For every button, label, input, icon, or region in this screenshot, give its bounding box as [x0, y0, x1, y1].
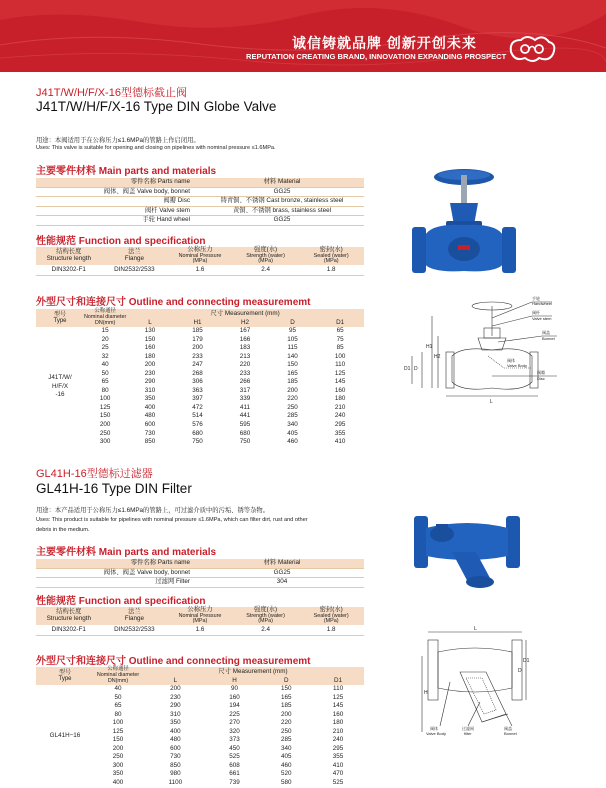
- cell: 285: [281, 736, 292, 744]
- cell: 355: [332, 753, 344, 761]
- cell: 200: [144, 361, 156, 369]
- cell: 355: [334, 429, 346, 437]
- cell: 480: [170, 736, 181, 744]
- cell: 410: [334, 438, 346, 446]
- cell: 576: [192, 421, 203, 429]
- cell: 739: [229, 779, 240, 787]
- col-h1: H1: [174, 319, 222, 327]
- table-row: [36, 197, 364, 207]
- cell: 65: [114, 702, 122, 710]
- col-dn: 公称通径 Nominal diameter DN(mm): [94, 667, 142, 685]
- cell: 397: [192, 395, 203, 403]
- drawing-label: Valve stem: [532, 316, 552, 321]
- table-row: [36, 438, 364, 447]
- cell: 100: [334, 352, 346, 360]
- cell: 600: [144, 421, 156, 429]
- globe-materials-table: [36, 178, 364, 226]
- cell: 661: [229, 770, 240, 778]
- drawing-label: D1: [523, 658, 530, 664]
- cell: 470: [332, 770, 344, 778]
- cell: 680: [192, 429, 203, 437]
- filter-uses-en-1: Uses: This product is suitable for pipelines with nominal pressure ≤1.6MPa, which can filter dirt, rust and other: [36, 517, 308, 523]
- cell: 40: [101, 361, 109, 369]
- col-type: 型号 Type: [36, 667, 94, 685]
- cell: 90: [231, 685, 239, 692]
- cell: GG25: [200, 568, 364, 578]
- cloud-swirl-logo-icon: [505, 32, 559, 66]
- cell: 110: [333, 685, 344, 692]
- globe-dimensions-table: [36, 309, 364, 447]
- table-row: [36, 336, 364, 345]
- cell: 480: [144, 412, 156, 420]
- table-header-row: [36, 559, 364, 568]
- table-header-row: [36, 667, 364, 677]
- cell: 250: [287, 403, 298, 411]
- filter-materials-heading: 主要零件材料 Main parts and materials: [36, 547, 217, 558]
- cell: 600: [170, 744, 181, 752]
- drawing-label: H: [424, 690, 428, 696]
- cell: 2.4: [233, 265, 299, 276]
- cell: 350: [112, 770, 124, 778]
- table-header-row: [36, 309, 364, 319]
- cell: 100: [99, 395, 111, 403]
- cell: 210: [332, 727, 344, 735]
- cell: 233: [192, 352, 203, 360]
- drawing-label: H1: [426, 344, 433, 350]
- drawing-label: 阀盖: [504, 726, 512, 731]
- cell: 405: [287, 429, 298, 437]
- cell: 183: [239, 344, 251, 352]
- table-row: [36, 685, 364, 694]
- cell: 165: [287, 369, 298, 377]
- cell: 240: [332, 736, 344, 744]
- drawing-label: 阀瓣: [537, 370, 545, 375]
- cell: 50: [114, 693, 122, 701]
- cell: 213: [239, 352, 251, 360]
- cell: 179: [192, 335, 203, 343]
- cell: 411: [239, 403, 251, 411]
- cell: 405: [281, 753, 292, 761]
- cell: 400: [112, 779, 124, 787]
- globe-valve-drawing: [392, 296, 572, 406]
- cell: 50: [101, 369, 109, 377]
- cell: 75: [336, 335, 344, 343]
- cell: 750: [192, 438, 203, 446]
- cell: 460: [281, 761, 292, 769]
- cell: 130: [144, 327, 156, 334]
- cell: GG25: [200, 187, 364, 197]
- cell: 185: [281, 702, 292, 710]
- cell: 150: [281, 685, 292, 692]
- cell: 125: [334, 369, 346, 377]
- globe-materials-heading: 主要零件材料 Main parts and materials: [36, 166, 217, 177]
- cell: 167: [239, 327, 251, 334]
- cell: 240: [334, 412, 346, 420]
- cell: 317: [239, 386, 251, 394]
- cell: 125: [332, 693, 344, 701]
- cell: 180: [332, 719, 344, 727]
- cell: 1.6: [167, 265, 233, 276]
- cell: 230: [144, 369, 156, 377]
- globe-valve-uses-en: Uses: This valve is suitable for opening and closing on pipelines with nominal pressure ≤1.6MPa.: [36, 145, 276, 151]
- table-row: [36, 421, 364, 430]
- col-nominal-pressure: 公称压力 Nominal Pressure (MPa): [167, 247, 233, 265]
- cell: 220: [281, 719, 292, 727]
- table-header-row: [36, 178, 364, 187]
- col-l: L: [142, 677, 209, 685]
- cell: 32: [101, 352, 109, 360]
- table-row: [36, 378, 364, 387]
- filter-drawing: [420, 622, 530, 740]
- cell: GG25: [200, 216, 364, 226]
- col-type: 型号 Type: [36, 309, 84, 327]
- filter-function-table: [36, 607, 364, 636]
- cell: 520: [281, 770, 292, 778]
- drawing-label: 阀盖: [542, 330, 550, 335]
- table-row: [36, 361, 364, 370]
- cell: 160: [144, 344, 156, 352]
- col-d: D: [269, 319, 317, 327]
- drawing-label: filter: [464, 731, 472, 736]
- drawing-label: Bonnet: [504, 731, 517, 736]
- cell: 339: [239, 395, 251, 403]
- col-h2: H2: [221, 319, 269, 327]
- col-material: 材料 Material: [200, 178, 364, 187]
- globe-valve-title-cn: J41T/W/H/F/X-16型德标截止阀: [36, 87, 187, 99]
- col-structure-length: 结构长度 Structure length: [36, 607, 102, 625]
- cell: 黄铜、不锈钢 brass, stainless steel: [200, 206, 364, 216]
- cell: 25: [101, 344, 109, 352]
- cell: 270: [229, 719, 240, 727]
- cell: 200: [281, 710, 292, 718]
- filter-uses-cn: 用途：本产品适用于公称压力≤1.6MPa的管路上，可过滤介质中的污垢、锈等杂物。: [36, 507, 269, 514]
- cell: 525: [332, 779, 344, 787]
- cell: 247: [192, 361, 203, 369]
- cell: 1.8: [298, 265, 364, 276]
- filter-function-heading: 性能规范 Function and specification: [36, 596, 206, 607]
- globe-dimensions-heading: 外型尺寸和连接尺寸 Outline and connecting measurememt: [36, 297, 311, 308]
- cell: 105: [287, 335, 298, 343]
- filter-dimensions-table: [36, 667, 364, 788]
- drawing-label: D1: [404, 366, 411, 372]
- col-parts-name: 零件名称 Parts name: [36, 178, 200, 187]
- table-row: [36, 344, 364, 353]
- globe-valve-photo: [410, 165, 518, 283]
- drawing-label: 手轮: [532, 296, 540, 301]
- col-sealed: 密封(水) Sealed (water) (MPa): [298, 607, 364, 625]
- col-l: L: [126, 319, 174, 327]
- cell: 160: [334, 386, 346, 394]
- cell: 300: [112, 761, 124, 769]
- cell: 100: [112, 719, 124, 727]
- cell: 210: [334, 403, 346, 411]
- drawing-label: Handwheel: [532, 301, 553, 306]
- drawing-label: D: [518, 668, 522, 674]
- cell: 20: [101, 335, 109, 343]
- banner-slogan-en: REPUTATION CREATING BRAND, INNOVATION EXPANDING PROSPECT: [246, 52, 507, 61]
- drawing-label: 阀杆: [532, 310, 540, 315]
- col-d1: D1: [312, 677, 364, 685]
- cell: 150: [99, 412, 111, 420]
- globe-valve-title-en: J41T/W/H/F/X-16 Type DIN Globe Valve: [36, 99, 277, 114]
- globe-function-heading: 性能规范 Function and specification: [36, 236, 206, 247]
- table-row: [36, 404, 364, 413]
- cell: 194: [229, 702, 240, 710]
- cell: 350: [144, 395, 156, 403]
- cell: 290: [144, 378, 156, 386]
- cell: 166: [239, 335, 251, 343]
- cell: 250: [112, 753, 124, 761]
- cell: 350: [170, 719, 181, 727]
- cell: 200: [287, 386, 298, 394]
- cell: 410: [332, 761, 344, 769]
- filter-photo: [412, 508, 522, 590]
- cell: 过滤网 Filter: [36, 578, 200, 588]
- drawing-label: Valve Body: [507, 363, 527, 368]
- header-banner: [0, 0, 606, 72]
- cell: 580: [281, 779, 292, 787]
- cell: 145: [332, 702, 344, 710]
- cell: 80: [114, 710, 122, 718]
- cell: 80: [101, 386, 109, 394]
- cell: 320: [229, 727, 240, 735]
- globe-valve-uses-cn: 用途：本阀适用于在公称压力≤1.6MPa的管路上作启闭用。: [36, 137, 200, 144]
- cell: DIN2532/2533: [102, 265, 168, 276]
- cell: 阀体、阀盖 Valve body, bonnet: [36, 568, 200, 578]
- table-row: [36, 578, 364, 588]
- table-row: [36, 206, 364, 216]
- cell: 460: [287, 438, 298, 446]
- cell: 980: [170, 770, 181, 778]
- table-row: [36, 187, 364, 197]
- cell: 730: [170, 753, 181, 761]
- col-dn: 公称通径 Nominal diameter DN(mm): [84, 308, 127, 326]
- cell: 225: [229, 710, 240, 718]
- cell: 125: [99, 403, 111, 411]
- drawing-label: Bonnet: [542, 336, 555, 341]
- col-strength: 强度(水) Strength (water) (MPa): [233, 607, 299, 625]
- cell: 1.8: [298, 625, 364, 636]
- col-material: 材料 Material: [200, 559, 364, 568]
- cell: 310: [144, 386, 156, 394]
- cell: 40: [114, 685, 122, 692]
- cell: 1100: [168, 779, 183, 787]
- cell: 150: [112, 736, 124, 744]
- cell: 295: [334, 421, 346, 429]
- cell: 200: [170, 685, 181, 692]
- table-row: [36, 265, 364, 276]
- cell: 165: [281, 693, 292, 701]
- cell: 266: [239, 378, 251, 386]
- cell: DIN3202-F1: [36, 625, 102, 636]
- cell: 363: [192, 386, 203, 394]
- table-header-row: [36, 247, 364, 265]
- type-cell: J41T/W/ H/F/X -16: [48, 374, 72, 399]
- table-row: [36, 327, 364, 336]
- cell: 472: [192, 403, 203, 411]
- col-nominal-pressure: 公称压力 Nominal Pressure (MPa): [167, 607, 233, 625]
- cell: 65: [101, 378, 109, 386]
- table-row: [36, 395, 364, 404]
- filter-title-cn: GL41H-16型德标过滤器: [36, 468, 153, 480]
- cell: 阀杆 Valve stem: [36, 206, 200, 216]
- table-row: [36, 353, 364, 362]
- cell: 295: [332, 744, 344, 752]
- drawing-label: D: [414, 366, 418, 372]
- cell: 阀体、阀盖 Valve body, bonnet: [36, 187, 200, 197]
- col-strength: 强度(水) Strength (water) (MPa): [233, 247, 299, 265]
- drawing-label: 阀体: [507, 358, 515, 363]
- cell: 750: [239, 438, 251, 446]
- cell: 15: [101, 327, 109, 334]
- cell: 220: [239, 361, 251, 369]
- cell: 441: [239, 412, 251, 420]
- cell: 铸青铜、不锈钢 Cast bronze, stainless steel: [200, 197, 364, 207]
- measurement-header: 尺寸 Measurement (mm): [142, 667, 364, 677]
- cell: 340: [281, 744, 292, 752]
- cell: 180: [334, 395, 346, 403]
- cell: 65: [336, 327, 344, 334]
- cell: 手轮 Hand wheel: [36, 216, 200, 226]
- drawing-label: Valve Body: [426, 731, 446, 736]
- type-cell: GL41H−16: [49, 732, 81, 739]
- cell: 730: [144, 429, 156, 437]
- cell: 145: [334, 378, 346, 386]
- globe-function-table: [36, 247, 364, 276]
- cell: 290: [170, 702, 181, 710]
- cell: 95: [288, 327, 296, 334]
- cell: 850: [170, 761, 181, 769]
- cell: 285: [287, 412, 298, 420]
- col-parts-name: 零件名称 Parts name: [36, 559, 200, 568]
- col-d: D: [260, 677, 312, 685]
- cell: 850: [144, 438, 156, 446]
- cell: 595: [239, 421, 251, 429]
- cell: 268: [192, 369, 203, 377]
- cell: 310: [170, 710, 181, 718]
- cell: 300: [99, 438, 111, 446]
- cell: 85: [336, 344, 344, 352]
- col-flange: 法兰 Flange: [102, 247, 168, 265]
- cell: 185: [192, 327, 203, 334]
- drawing-label: 过滤网: [462, 726, 474, 731]
- drawing-label: 阀体: [430, 726, 438, 731]
- cell: 233: [239, 369, 251, 377]
- cell: 阀瓣 Disc: [36, 197, 200, 207]
- cell: 220: [287, 395, 298, 403]
- drawing-label: H2: [434, 354, 441, 360]
- table-row: [36, 370, 364, 379]
- filter-uses-en-2: debris in the medium.: [36, 527, 90, 533]
- cell: 525: [229, 753, 240, 761]
- cell: 306: [192, 378, 203, 386]
- drawing-label: L: [490, 399, 493, 405]
- cell: 450: [229, 744, 240, 752]
- cell: 340: [287, 421, 298, 429]
- cell: 110: [335, 361, 346, 369]
- col-h: H: [209, 677, 261, 685]
- cell: 2.4: [233, 625, 299, 636]
- table-row: [36, 387, 364, 396]
- measurement-header: 尺寸 Measurement (mm): [126, 309, 364, 319]
- cell: 185: [287, 378, 298, 386]
- cell: 373: [229, 736, 240, 744]
- table-header-row: [36, 607, 364, 625]
- cell: 514: [192, 412, 203, 420]
- cell: 200: [99, 421, 111, 429]
- cell: DIN3202-F1: [36, 265, 102, 276]
- cell: 115: [287, 344, 298, 352]
- filter-title-en: GL41H-16 Type DIN Filter: [36, 481, 192, 496]
- table-row: [36, 430, 364, 439]
- table-row: [36, 412, 364, 421]
- cell: 160: [229, 693, 240, 701]
- cell: DIN2532/2533: [102, 625, 168, 636]
- cell: 250: [99, 429, 111, 437]
- cell: 608: [229, 761, 240, 769]
- table-row: [36, 568, 364, 578]
- cell: 400: [144, 403, 156, 411]
- cell: 200: [112, 744, 124, 752]
- drawing-label: Disc: [537, 376, 545, 381]
- col-flange: 法兰 Flange: [102, 607, 168, 625]
- col-sealed: 密封(水) Sealed (water) (MPa): [298, 247, 364, 265]
- cell: 200: [192, 344, 203, 352]
- cell: 150: [144, 335, 156, 343]
- table-row: [36, 625, 364, 636]
- cell: 140: [287, 352, 298, 360]
- cell: 680: [239, 429, 251, 437]
- cell: 230: [170, 693, 181, 701]
- drawing-label: L: [474, 626, 477, 632]
- cell: 304: [200, 578, 364, 588]
- filter-materials-table: [36, 559, 364, 588]
- col-d1: D1: [316, 319, 364, 327]
- cell: 250: [281, 727, 292, 735]
- col-structure-length: 结构长度 Structure length: [36, 247, 102, 265]
- filter-dimensions-heading: 外型尺寸和连接尺寸 Outline and connecting measurememt: [36, 656, 311, 667]
- cell: 400: [170, 727, 181, 735]
- cell: 1.6: [167, 625, 233, 636]
- banner-slogan-cn: 诚信铸就品牌 创新开创未来: [292, 35, 477, 51]
- cell: 180: [144, 352, 156, 360]
- cell: 150: [287, 361, 298, 369]
- table-row: [36, 216, 364, 226]
- cell: 125: [112, 727, 124, 735]
- cell: 160: [332, 710, 344, 718]
